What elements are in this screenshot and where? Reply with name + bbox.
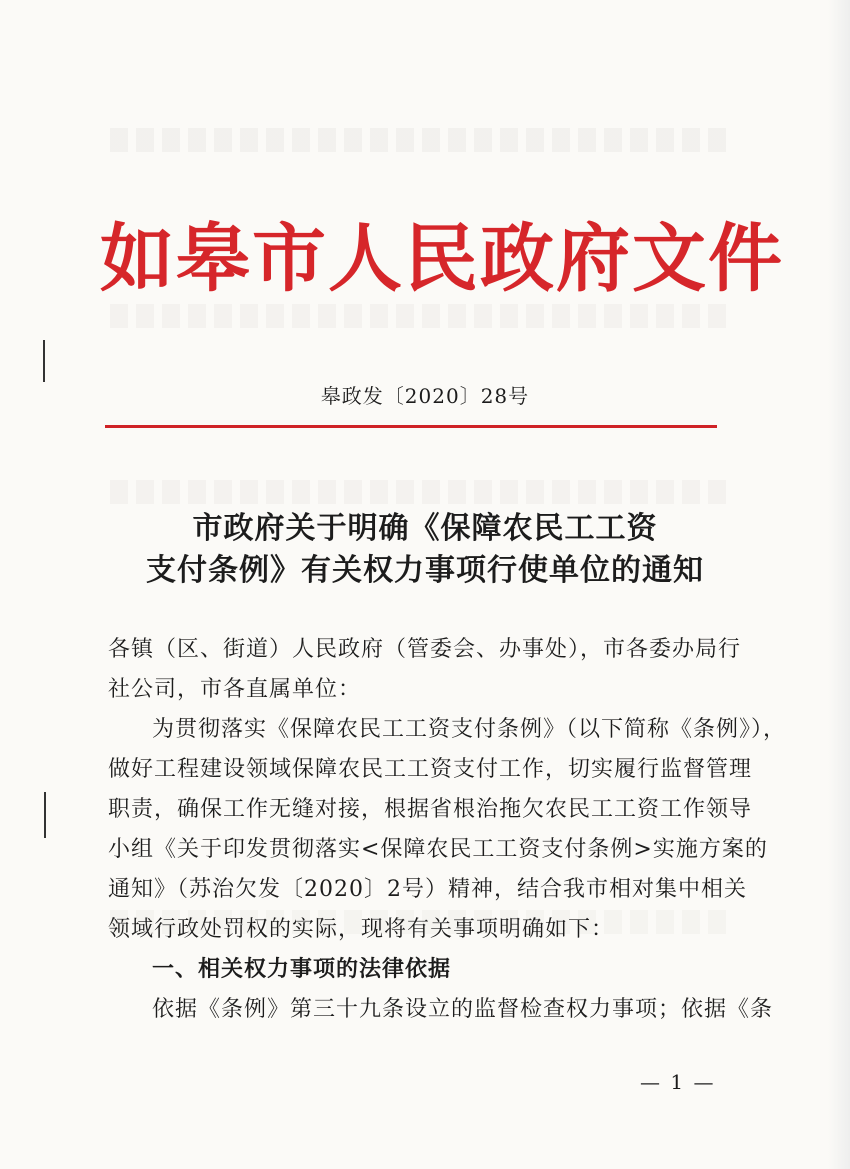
paragraph-line: 领域行政处罚权的实际，现将有关事项明确如下： — [108, 917, 615, 942]
paragraph-line: 依据《条例》第三十九条设立的监督检查权力事项；依据《条 — [152, 997, 774, 1022]
binding-mark — [44, 792, 46, 838]
paragraph-line: 职责，确保工作无缝对接，根据省根治拖欠农民工工资工作领导 — [108, 797, 753, 822]
notice-title-line-1: 市政府关于明确《保障农民工工资 — [192, 511, 658, 546]
section-heading: 一、相关权力事项的法律依据 — [152, 957, 452, 982]
notice-title-line-2: 支付条例》有关权力事项行使单位的通知 — [146, 553, 704, 588]
bleed-through-texture — [110, 304, 730, 328]
paragraph-line: 做好工程建设领域保障农民工工资支付工作，切实履行监督管理 — [108, 757, 753, 782]
red-divider-line — [105, 425, 717, 428]
paragraph-line: 小组《关于印发贯彻落实<保障农民工工资支付条例>实施方案的 — [108, 837, 768, 862]
document-number: 皋政发〔2020〕28号 — [320, 384, 530, 408]
bleed-through-texture — [110, 480, 730, 504]
paragraph-line: 通知》（苏治欠发〔2020〕2号）精神，结合我市相对集中相关 — [108, 877, 747, 902]
paragraph-line: 为贯彻落实《保障农民工工资支付条例》（以下简称《条例》）， — [152, 717, 787, 742]
page-number: — 1 — — [640, 1070, 716, 1094]
binding-mark — [43, 340, 45, 382]
addressee-line-2: 社公司，市各直属单位： — [108, 677, 362, 702]
document-header-title: 如皋市人民政府文件 — [100, 216, 784, 302]
bleed-through-texture — [110, 128, 730, 152]
addressee-line-1: 各镇（区、街道）人民政府（管委会、办事处），市各委办局行 — [108, 637, 742, 662]
